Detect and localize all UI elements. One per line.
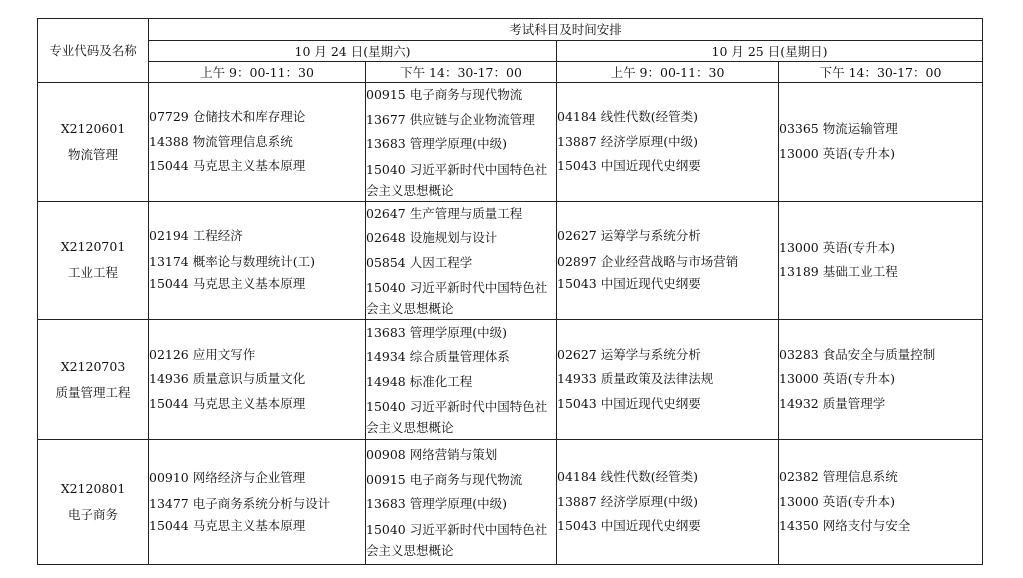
course-entry: 14936 质量意识与质量文化 — [149, 371, 306, 387]
course-entry: 02382 管理信息系统 — [779, 469, 898, 485]
session-cell — [779, 440, 983, 565]
course-entry: 14388 物流管理信息系统 — [149, 133, 293, 149]
course-entry: 02627 运筹学与系统分析 — [557, 228, 701, 244]
major-cell — [38, 440, 149, 565]
course-entry: 14948 标准化工程 — [366, 373, 473, 389]
schedule-row — [38, 440, 983, 565]
course-entry: 03365 物流运输管理 — [779, 121, 898, 137]
course-entry: 13677 供应链与企业物流管理 — [366, 111, 535, 127]
course-entry: 15044 马克思主义基本原理 — [149, 158, 306, 173]
course-entry: 14934 综合质量管理体系 — [366, 349, 510, 365]
course-entry: 14932 质量管理学 — [779, 395, 886, 411]
major-name: 工业工程 — [67, 265, 118, 281]
course-entry: 00915 电子商务与现代物流 — [366, 471, 523, 487]
major-column-header: 专业代码及名称 — [38, 19, 149, 83]
session-cell — [557, 440, 779, 565]
major-code: X2120701 — [60, 239, 126, 255]
exam-schedule-table — [37, 18, 983, 565]
course-entry: 14350 网络支付与安全 — [779, 518, 911, 534]
session-cell — [557, 201, 779, 320]
course-entry: 13683 管理学原理(中级) — [366, 136, 507, 151]
course-entry: 13683 管理学原理(中级) — [366, 324, 507, 340]
session-cell — [779, 83, 983, 202]
course-entry: 02194 工程经济 — [149, 228, 243, 244]
course-entry: 03283 食品安全与质量控制 — [779, 346, 936, 362]
course-entry: 13000 英语(专升本) — [779, 371, 895, 387]
major-code: X2120801 — [60, 481, 126, 496]
session-cell — [557, 83, 779, 202]
course-entry: 15044 马克思主义基本原理 — [149, 275, 306, 291]
course-entry: 13174 概率论与数理统计(工) — [149, 253, 315, 269]
course-entry: 00915 电子商务与现代物流 — [366, 87, 523, 102]
course-entry: 05854 人因工程学 — [366, 254, 473, 270]
course-entry: 13683 管理学原理(中级) — [366, 496, 507, 512]
major-cell — [38, 201, 149, 320]
major-name: 电子商务 — [67, 507, 118, 522]
course-entry: 15040 习近平新时代中国特色社会主义思想概论 — [366, 161, 548, 198]
session-cell — [366, 83, 557, 202]
course-entry: 13000 英语(专升本) — [779, 145, 895, 161]
session-cell — [779, 201, 983, 320]
course-entry: 07729 仓储技术和库存理论 — [149, 109, 306, 124]
schedule-row — [38, 201, 983, 320]
session-cell — [366, 201, 557, 320]
course-entry: 13000 英语(专升本) — [779, 239, 895, 255]
course-entry: 13000 英语(专升本) — [779, 493, 895, 509]
course-entry: 15043 中国近现代史纲要 — [557, 275, 701, 291]
major-name: 质量管理工程 — [55, 384, 131, 400]
course-entry: 15044 马克思主义基本原理 — [149, 517, 306, 533]
course-entry: 13477 电子商务系统分析与设计 — [149, 495, 331, 511]
course-entry: 14933 质量政策及法律法规 — [557, 371, 714, 387]
session-header-d2-pm: 下午 14：30-17：00 — [779, 62, 983, 83]
course-entry: 15043 中国近现代史纲要 — [557, 395, 701, 411]
session-cell — [149, 201, 366, 320]
session-header-d1-am: 上午 9：00-11：30 — [149, 62, 366, 83]
course-entry: 13189 基础工业工程 — [779, 264, 898, 280]
course-entry: 15043 中国近现代史纲要 — [557, 158, 701, 173]
session-cell — [149, 440, 366, 565]
course-entry: 02897 企业经营战略与市场营销 — [557, 253, 739, 269]
course-entry: 02647 生产管理与质量工程 — [366, 205, 523, 221]
course-entry: 15040 习近平新时代中国特色社会主义思想概论 — [366, 399, 548, 436]
session-cell — [366, 320, 557, 440]
course-entry: 02126 应用文写作 — [149, 346, 256, 362]
course-entry: 15040 习近平新时代中国特色社会主义思想概论 — [366, 521, 548, 558]
session-cell — [779, 320, 983, 440]
course-entry: 13887 经济学原理(中级) — [557, 493, 698, 509]
day-header-oct24: 10 月 24 日(星期六) — [149, 41, 557, 62]
major-cell — [38, 83, 149, 202]
schedule-row — [38, 83, 983, 202]
major-name: 物流管理 — [67, 146, 118, 162]
session-cell — [149, 83, 366, 202]
course-entry: 00910 网络经济与企业管理 — [149, 470, 306, 485]
major-code: X2120703 — [60, 358, 126, 374]
course-entry: 15040 习近平新时代中国特色社会主义思想概论 — [366, 280, 548, 316]
session-cell — [557, 320, 779, 440]
session-header-d2-am: 上午 9：00-11：30 — [557, 62, 779, 83]
schedule-title: 考试科目及时间安排 — [149, 19, 983, 41]
session-cell — [366, 440, 557, 565]
session-header-d1-pm: 下午 14：30-17：00 — [366, 62, 557, 83]
schedule-row — [38, 320, 983, 440]
course-entry: 13887 经济学原理(中级) — [557, 133, 698, 149]
course-entry: 02648 设施规划与设计 — [366, 230, 498, 245]
major-cell — [38, 320, 149, 440]
course-entry: 02627 运筹学与系统分析 — [557, 346, 701, 362]
major-code: X2120601 — [60, 120, 126, 136]
course-entry: 15044 马克思主义基本原理 — [149, 395, 306, 411]
day-header-oct25: 10 月 25 日(星期日) — [557, 41, 983, 62]
course-entry: 04184 线性代数(经管类) — [557, 109, 698, 124]
course-entry: 04184 线性代数(经管类) — [557, 469, 698, 485]
course-entry: 15043 中国近现代史纲要 — [557, 518, 701, 534]
session-cell — [149, 320, 366, 440]
course-entry: 00908 网络营销与策划 — [366, 447, 498, 463]
